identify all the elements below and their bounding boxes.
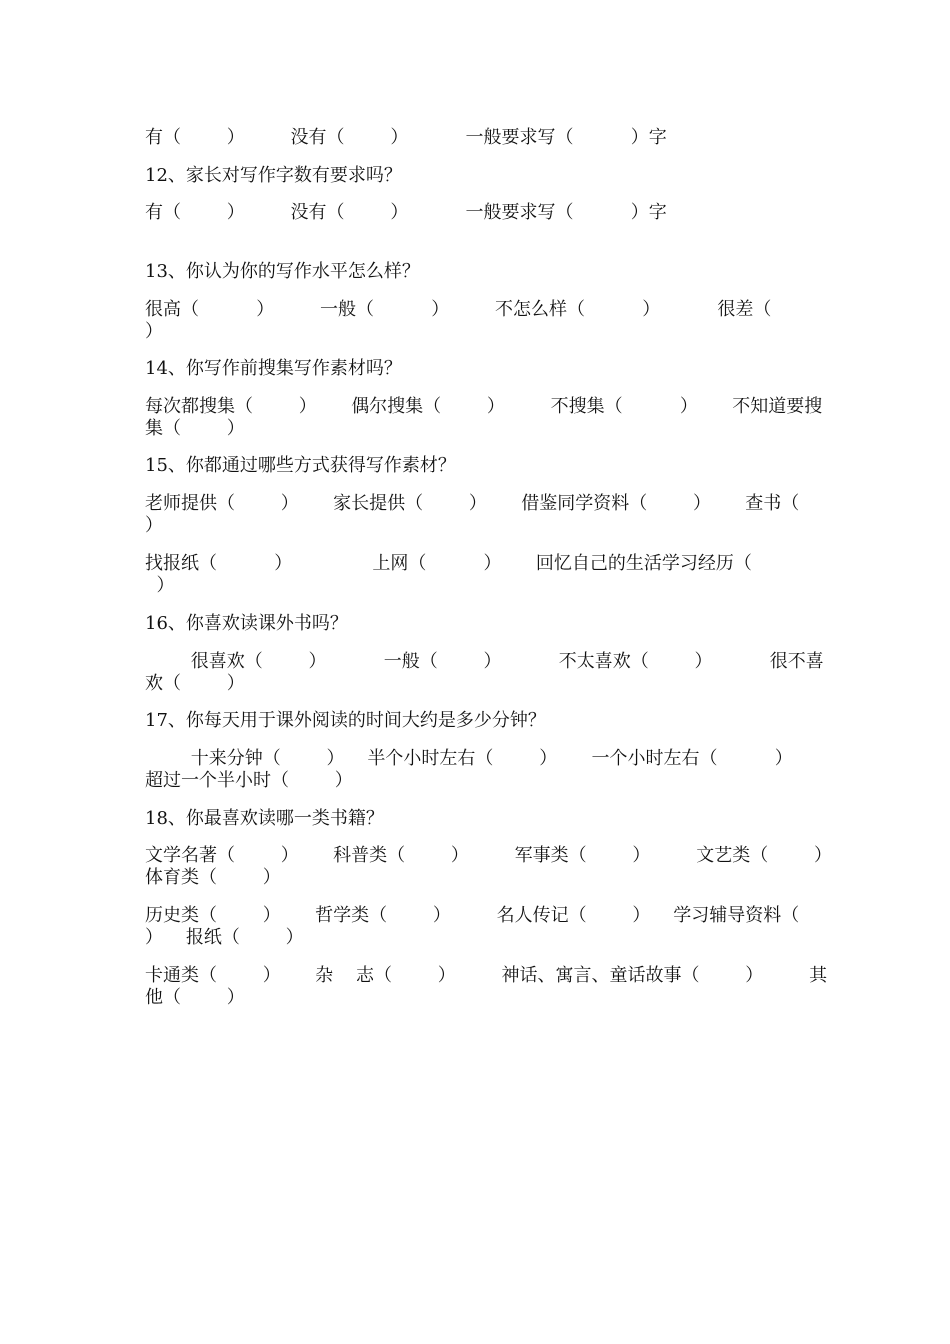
question-16: 16、你喜欢读课外书吗？: [145, 613, 348, 634]
answer-options-line-18a: 文学名著（ ） 科普类（ ） 军事类（ ） 文艺类（ ） 体育类（ ）: [145, 845, 832, 888]
answer-options-line-16: 很喜欢（ ） 一般（ ） 不太喜欢（ ） 很不喜 欢（ ）: [145, 651, 824, 694]
question-13: 13、你认为你的写作水平怎么样？: [145, 261, 420, 282]
answer-options-line-12: 有（ ） 没有（ ） 一般要求写（ ）字: [145, 202, 667, 223]
question-15: 15、你都通过哪些方式获得写作素材？: [145, 455, 456, 476]
answer-options-line-11: 有（ ） 没有（ ） 一般要求写（ ）字: [145, 127, 667, 148]
question-12: 12、家长对写作字数有要求吗？: [145, 165, 402, 186]
answer-options-line-15a: 老师提供（ ） 家长提供（ ） 借鉴同学资料（ ） 查书（ ）: [145, 493, 800, 536]
answer-options-line-14: 每次都搜集（ ） 偶尔搜集（ ） 不搜集（ ） 不知道要搜 集（ ）: [145, 396, 823, 439]
answer-options-line-18c: 卡通类（ ） 杂 志（ ） 神话、寓言、童话故事（ ） 其 他（ ）: [145, 965, 828, 1008]
question-18: 18、你最喜欢读哪一类书籍？: [145, 808, 384, 829]
question-17: 17、你每天用于课外阅读的时间大约是多少分钟？: [145, 710, 546, 731]
question-14: 14、你写作前搜集写作素材吗？: [145, 358, 402, 379]
answer-options-line-17: 十来分钟（ ） 半个小时左右（ ） 一个小时左右（ ） 超过一个半小时（ ）: [145, 748, 793, 791]
answer-options-line-15b: 找报纸（ ） 上网（ ） 回忆自己的生活学习经历（ ）: [145, 553, 752, 596]
answer-options-line-18b: 历史类（ ） 哲学类（ ） 名人传记（ ） 学习辅导资料（ ） 报纸（ ）: [145, 905, 800, 948]
answer-options-line-13: 很高（ ） 一般（ ） 不怎么样（ ） 很差（ ）: [145, 299, 772, 342]
